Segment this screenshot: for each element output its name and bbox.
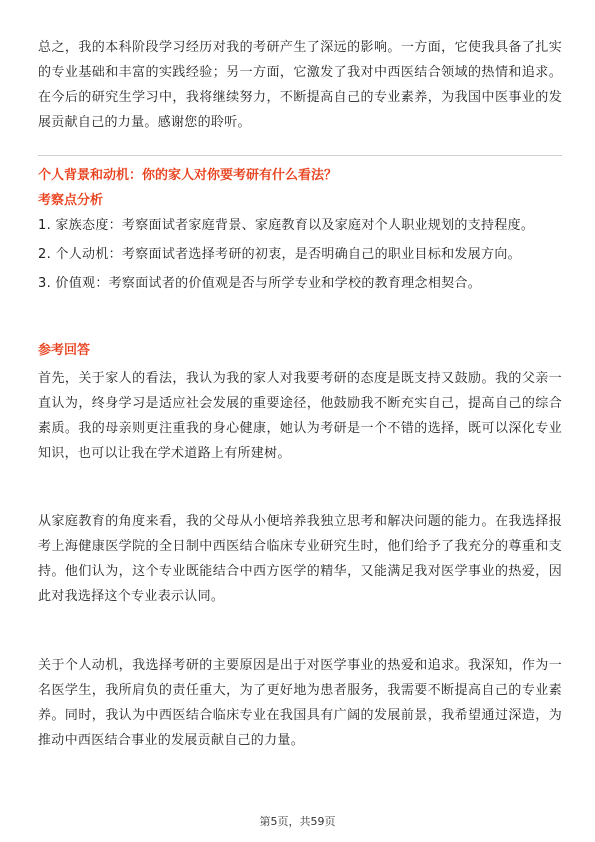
answer-paragraph: 首先，关于家人的看法，我认为我的家人对我要考研的态度是既支持又鼓励。我的父亲一直认为，终身学习是适应社会发展的重要途径，他鼓励我不断充实自己，提高自己的综合素质。我的母亲则更注重我的身心健康，她认为考研是一个不错的选择，既可以深化专业知识，也可以让我在学术道路上有所建树。	[38, 371, 562, 461]
page-number: 第5页，共59页	[259, 815, 336, 828]
intro-paragraph: 总之，我的本科阶段学习经历对我的考研产生了深远的影响。一方面，它使我具备了扎实的专业基础和丰富的实践经验；另一方面，它激发了我对中西医结合领域的热情和追求。在今后的研究生学习中，我将继续努力，不断提高自己的专业素养，为我国中医事业的发展贡献自己的力量。感谢您的聆听。	[38, 40, 562, 130]
analysis-item: 1. 家族态度：考察面试者家庭背景、家庭教育以及家庭对个人职业规划的支持程度。	[38, 218, 535, 233]
analysis-heading: 考察点分析	[38, 193, 104, 208]
analysis-item: 2. 个人动机：考察面试者选择考研的初衷，是否明确自己的职业目标和发展方向。	[38, 247, 521, 262]
answer-paragraph: 从家庭教育的角度来看，我的父母从小便培养我独立思考和解决问题的能力。在我选择报考上海健康医学院的全日制中西医结合临床专业研究生时，他们给予了我充分的尊重和支持。他们认为，这个专业既能结合中西方医学的精华，又能满足我对医学事业的热爱，因此对我选择这个专业表示认同。	[38, 514, 562, 604]
answer-paragraph: 关于个人动机，我选择考研的主要原因是出于对医学事业的热爱和追求。我深知，作为一名医学生，我所肩负的责任重大，为了更好地为患者服务，我需要不断提高自己的专业素养。同时，我认为中西医结合临床专业在我国具有广阔的发展前景，我希望通过深造，为推动中西医结合事业的发展贡献自己的力量。	[38, 658, 562, 748]
question-title: 个人背景和动机：你的家人对你要考研有什么看法？	[38, 168, 338, 183]
section-divider	[38, 155, 562, 156]
analysis-item: 3. 价值观：考察面试者的价值观是否与所学专业和学校的教育理念相契合。	[38, 276, 482, 291]
answer-heading: 参考回答	[38, 343, 91, 358]
analysis-list	[38, 213, 562, 300]
